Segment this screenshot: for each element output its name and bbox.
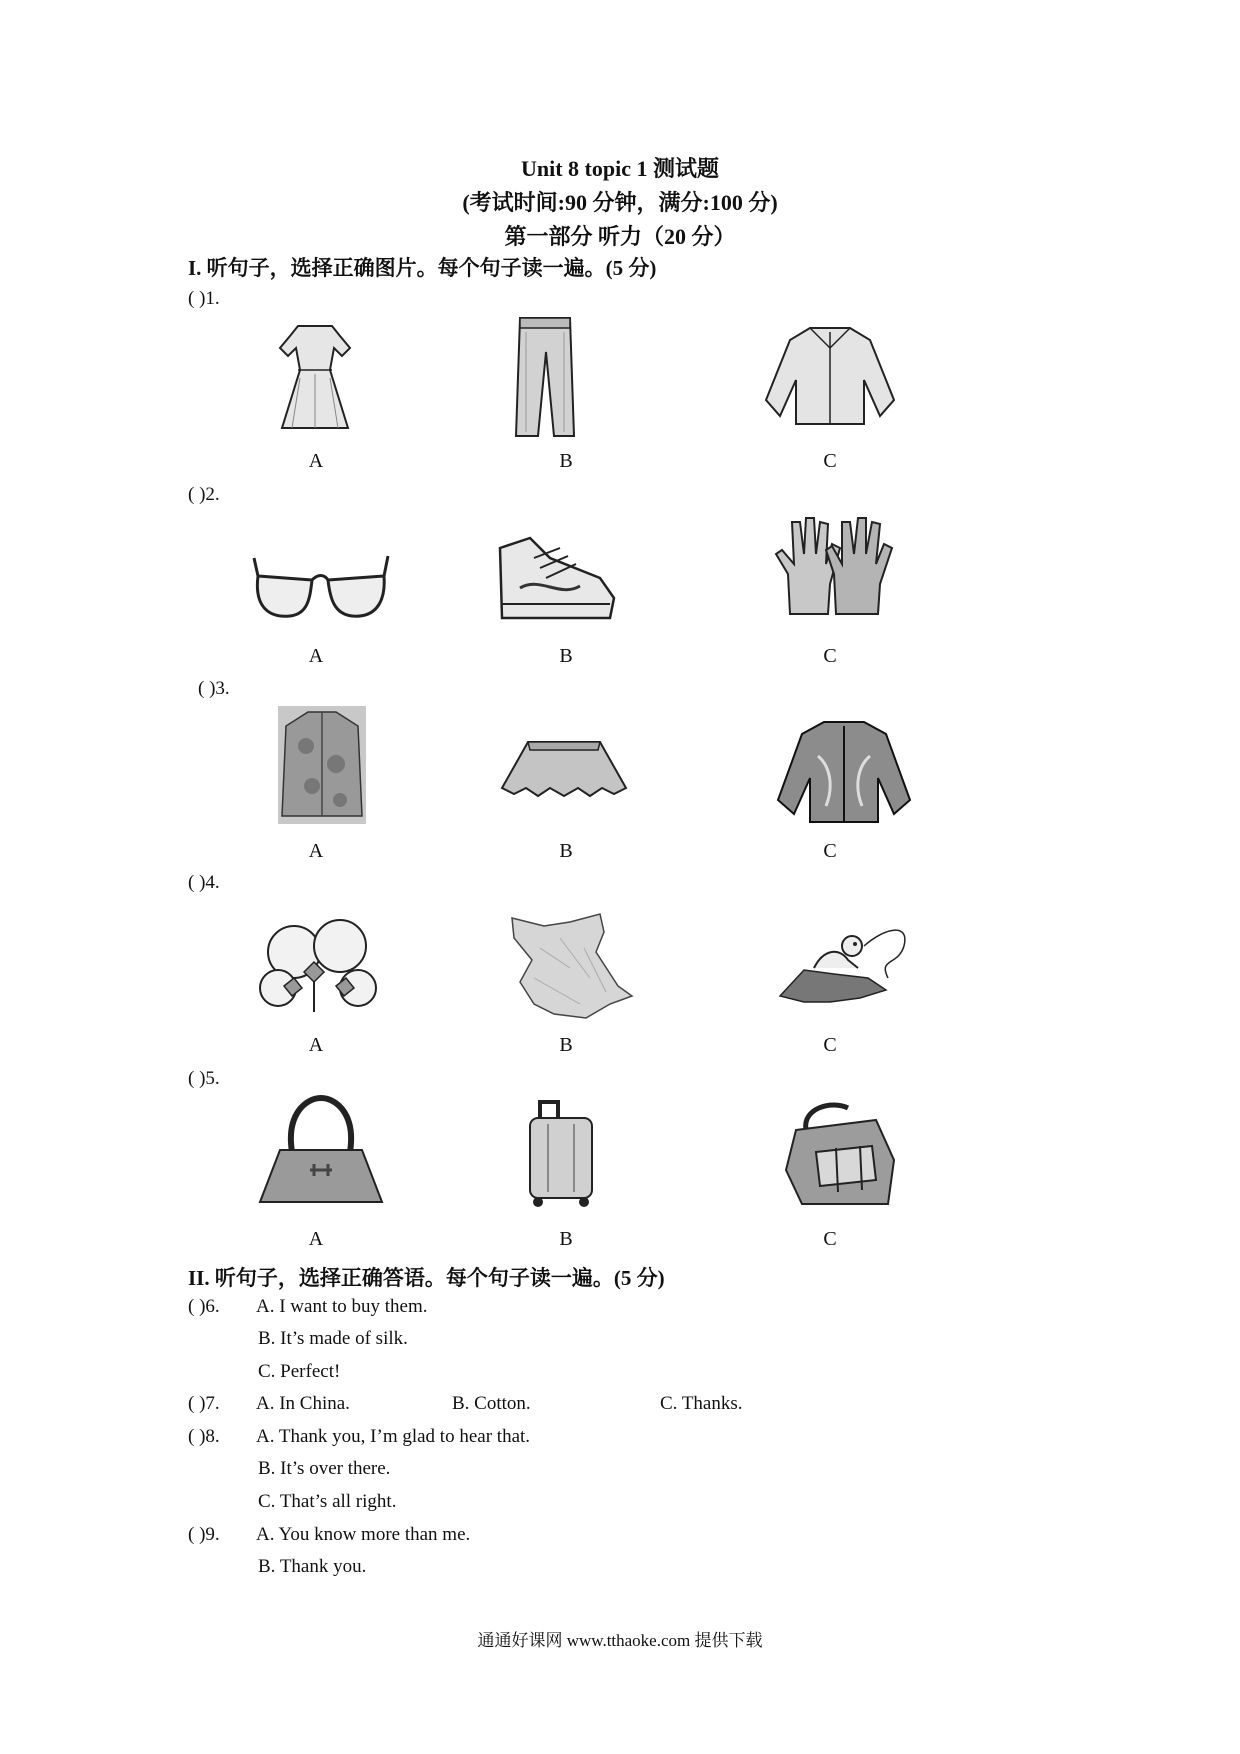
choice-label-3a: A	[308, 840, 324, 862]
choice-label-1a: A	[308, 450, 324, 472]
fur-pelt-icon	[500, 908, 636, 1026]
section-1-heading: I. 听句子，选择正确图片。每个句子读一遍。(5 分)	[188, 256, 657, 280]
question-number-8: ( )8.	[188, 1426, 220, 1447]
question-number-4: ( )4.	[188, 872, 220, 893]
footer-credit: 通通好课网 www.tthaoke.com 提供下载	[477, 1631, 763, 1650]
gloves-icon	[770, 514, 900, 624]
q8-option-c: C. That’s all right.	[258, 1491, 397, 1512]
choice-label-5a: A	[308, 1228, 324, 1250]
q8-option-a: A. Thank you, I’m glad to hear that.	[256, 1426, 531, 1447]
handbag-icon	[256, 1094, 386, 1206]
question-number-1: ( )1.	[188, 288, 220, 309]
exam-info: (考试时间:90 分钟，满分:100 分)	[462, 190, 778, 215]
q9-option-a: A. You know more than me.	[256, 1524, 471, 1545]
choice-label-4a: A	[308, 1034, 324, 1056]
trousers-icon	[510, 312, 580, 442]
backpack-icon	[776, 1100, 900, 1208]
section-2-heading: II. 听句子，选择正确答语。每个句子读一遍。(5 分)	[188, 1266, 665, 1290]
q6-option-c: C. Perfect!	[258, 1361, 341, 1382]
choice-label-4b: B	[559, 1034, 573, 1056]
choice-label-2b: B	[559, 645, 573, 667]
q8-option-b: B. It’s over there.	[258, 1458, 391, 1479]
skirt-icon	[494, 736, 634, 806]
choice-label-5c: C	[823, 1228, 837, 1250]
question-number-6: ( )6.	[188, 1296, 220, 1317]
cotton-plant-icon	[254, 912, 384, 1016]
choice-label-3c: C	[823, 840, 837, 862]
question-number-9: ( )9.	[188, 1524, 220, 1545]
page-title: Unit 8 topic 1 测试题	[520, 156, 719, 181]
sneaker-icon	[490, 528, 620, 628]
q6-option-b: B. It’s made of silk.	[258, 1328, 408, 1349]
silk-shirt-icon	[278, 706, 366, 824]
choice-label-2c: C	[823, 645, 837, 667]
choice-label-2a: A	[308, 645, 324, 667]
leather-jacket-icon	[774, 716, 914, 826]
part-heading: 第一部分 听力（20 分）	[504, 224, 736, 249]
q7-option-c: C. Thanks.	[660, 1393, 743, 1414]
choice-label-3b: B	[559, 840, 573, 862]
silkworm-icon	[774, 918, 914, 1008]
choice-label-5b: B	[559, 1228, 573, 1250]
question-number-2: ( )2.	[188, 484, 220, 505]
question-number-3: ( )3.	[198, 678, 230, 699]
q7-option-a: A. In China.	[256, 1393, 350, 1414]
q6-option-a: A. I want to buy them.	[256, 1296, 428, 1317]
q7-option-b: B. Cotton.	[452, 1393, 531, 1414]
dress-icon	[270, 318, 360, 438]
q9-option-b: B. Thank you.	[258, 1556, 367, 1577]
question-number-5: ( )5.	[188, 1068, 220, 1089]
choice-label-1c: C	[823, 450, 837, 472]
choice-label-4c: C	[823, 1034, 837, 1056]
choice-label-1b: B	[559, 450, 573, 472]
suitcase-icon	[524, 1098, 600, 1208]
sunglasses-icon	[250, 548, 390, 628]
jacket-icon	[760, 320, 900, 430]
question-number-7: ( )7.	[188, 1393, 220, 1414]
